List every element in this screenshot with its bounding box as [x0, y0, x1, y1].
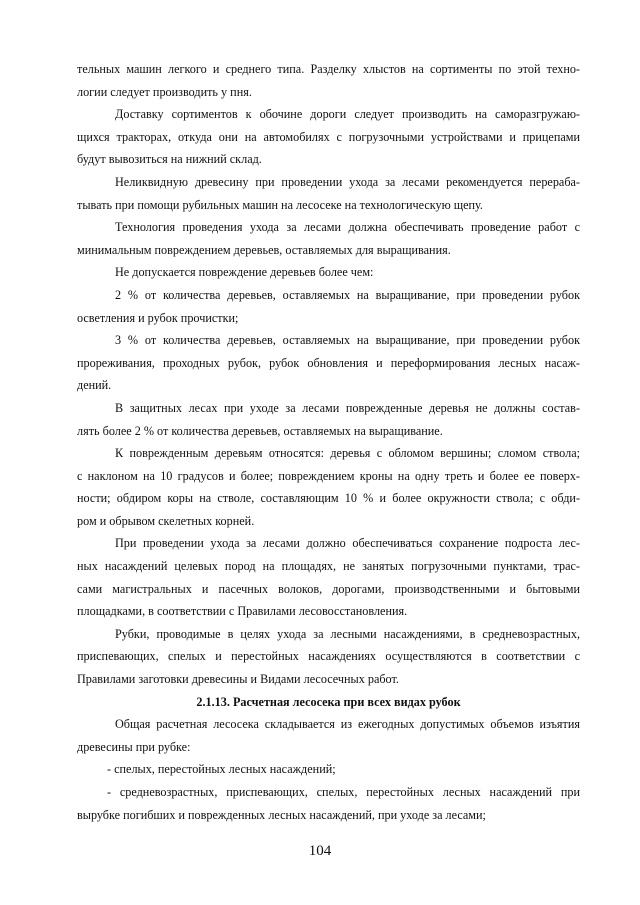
text-line: дений.	[77, 378, 112, 393]
text-line: с наклоном на 10 градусов и более; повреждением кроны на одну треть и более ее поверх-	[77, 468, 580, 483]
document-body	[77, 58, 580, 826]
text-line: прореживания, проходных рубок, рубок обновления и переформирования лесных насаж-	[77, 355, 580, 370]
text-line: При проведении ухода за лесами должно обеспечиваться сохранение подроста лес-	[115, 536, 580, 551]
text-line: площадками, в соответствии с Правилами лесовосстановления.	[77, 604, 408, 619]
text-line: В защитных лесах при уходе за лесами поврежденные деревья не должны состав-	[115, 400, 580, 415]
text-line: Правилами заготовки древесины и Видами лесосечных работ.	[77, 672, 399, 687]
text-line: Рубки, проводимые в целях ухода за лесными насаждениями, в средневозрастных,	[115, 626, 580, 641]
text-line: Доставку сортиментов к обочине дороги следует производить на саморазгружаю-	[115, 107, 580, 122]
text-line: Технология проведения ухода за лесами должна обеспечивать проведение работ с	[115, 220, 580, 235]
text-line: логии следует производить у пня.	[77, 84, 252, 99]
text-line: минимальным повреждением деревьев, оставляемых для выращивания.	[77, 242, 451, 257]
text-line: сами магистральных и пасечных волоков, дорогами, производственными и бытовыми	[77, 581, 580, 596]
text-line: щихся тракторах, откуда они на автомобилях с погрузочными устройствами и прицепами	[77, 129, 580, 144]
text-line: Неликвидную древесину при проведении ухода за лесами рекомендуется перераба-	[115, 174, 580, 189]
text-line: лять более 2 % от количества деревьев, оставляемых на выращивание.	[77, 423, 443, 438]
text-line: осветления и рубок прочистки;	[77, 310, 239, 325]
text-line: тывать при помощи рубильных машин на лесосеке на технологическую щепу.	[77, 197, 483, 212]
text-line: будут вывозиться на нижний склад.	[77, 152, 262, 167]
text-line: - средневозрастных, приспевающих, спелых, перестойных лесных насаждений при	[107, 785, 580, 799]
text-line: ности; обдиром коры на стволе, составляющим 10 % и более окружности ствола; с обди-	[77, 491, 580, 506]
text-line: древесины при рубке:	[77, 739, 191, 754]
text-line: 3 % от количества деревьев, оставляемых на выращивание, при проведении рубок	[115, 333, 580, 348]
text-line: - спелых, перестойных лесных насаждений;	[107, 762, 336, 777]
text-line: ром и обрывом скелетных корней.	[77, 513, 255, 528]
text-line: К поврежденным деревьям относятся: деревья с обломом вершины; сломом ствола;	[115, 446, 580, 461]
text-line: 2 % от количества деревьев, оставляемых на выращивание, при проведении рубок	[115, 287, 580, 302]
text-line: вырубке погибших и поврежденных лесных насаждений, при уходе за лесами;	[77, 807, 486, 822]
text-line: Общая расчетная лесосека складывается из ежегодных допустимых объемов изъятия	[115, 717, 580, 732]
text-line: приспевающих, спелых и перестойных насаждениях осуществляются в соответствии с	[77, 649, 580, 664]
text-line: ных насаждений целевых пород на площадях, не занятых погрузочными пунктами, трас-	[77, 559, 580, 574]
page-number: 104	[308, 843, 332, 859]
section-heading: 2.1.13. Расчетная лесосека при всех видах рубок	[196, 694, 461, 709]
text-line: Не допускается повреждение деревьев более чем:	[115, 265, 374, 280]
text-line: тельных машин легкого и среднего типа. Разделку хлыстов на сортименты по этой техно-	[77, 62, 580, 76]
